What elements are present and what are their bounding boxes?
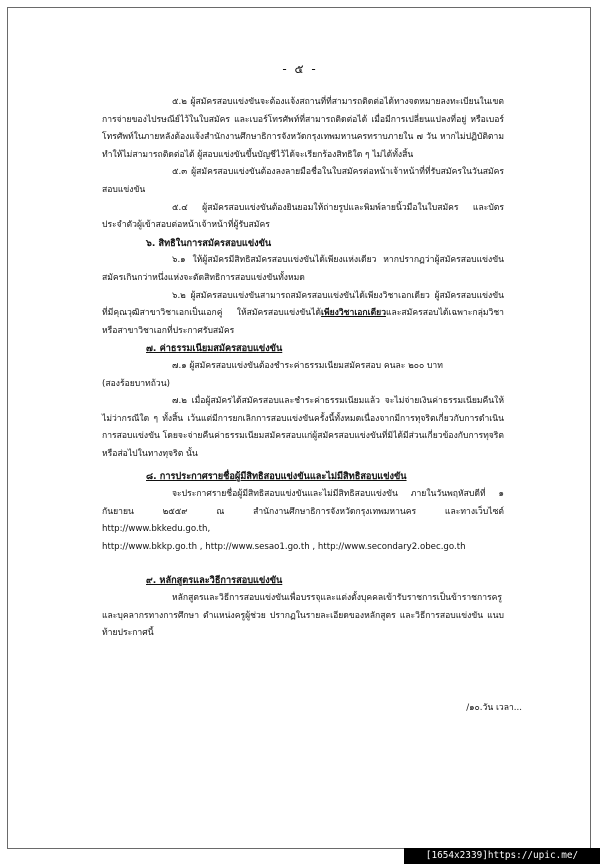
section-heading-8-text: ๘. การประกาศรายชื่อผู้มีสิทธิสอบแข่งขันและไม่มีสิทธิสอบแข่งขัน [146, 471, 407, 483]
emphasis-one-major: เพียงวิชาเอกเดียว [321, 308, 387, 319]
paragraph-7-1-amount-words: (สองร้อยบาทถ้วน) [102, 378, 170, 389]
paragraph-8: จะประกาศรายชื่อผู้มีสิทธิสอบแข่งขันและไม่มีสิทธิสอบแข่งขัน ภายในวันพฤหัสบดีที่ ๑ กันยายน ๒๕๕๙ ณ สำนักงานศึกษาธิการจังหวัดกรุงเทพมหานคร และทางเว็บไซต์ http://www.bkkedu.go.th, [102, 489, 504, 535]
section-heading-9 [102, 572, 504, 590]
section-heading-7-text: ๗. ค่าธรรมเนียมสมัครสอบแข่งขัน [146, 343, 283, 355]
paragraph-8-urls: http://www.bkkp.go.th , http://www.sesao1.go.th , http://www.secondary2.obec.go.th [102, 541, 466, 552]
section-heading-9-text: ๙. หลักสูตรและวิธีการสอบแข่งขัน [146, 575, 283, 587]
document-body [102, 94, 504, 643]
page-number: - ๕ - [282, 62, 318, 76]
paragraph-5-4: ๕.๔ ผู้สมัครสอบแข่งขันต้องยินยอมให้ถ่ายรูปและพิมพ์ลายนิ้วมือในใบสมัคร และบัตรประจำตัวผู้เข้าสอบต่อหน้าเจ้าหน้าที่ผู้รับสมัคร [102, 202, 504, 231]
paragraph-6-2-text-end: และสมัครสอบได้เฉพาะกลุ่มวิชาหรือสาขาวิชาเอกที่ประกาศรับสมัคร [102, 308, 504, 336]
next-page-continuation: /๑๐.วัน เวลา... [466, 703, 522, 713]
paragraph-6-2-text: ๖.๒ ผู้สมัครสอบแข่งขันสามารถสมัครสอบแข่งขันได้เพียงวิชาเอกเดียว ผู้สมัครสอบแข่งขันที่มีคุณวุฒิสาขาวิชาเอกเป็นเอกคู่ ให้สมัครสอบแข่งขันได้ [102, 290, 504, 319]
paragraph-6-2 [102, 288, 504, 341]
paragraph-6-1: ๖.๑ ให้ผู้สมัครมีสิทธิสมัครสอบแข่งขันได้เพียงแห่งเดียว หากปรากฏว่าผู้สมัครสอบแข่งขันสมัครเกินกว่าหนึ่งแห่งจะตัดสิทธิการสอบแข่งขันทั้งหมด [102, 255, 504, 283]
paragraph-5-3: ๕.๓ ผู้สมัครสอบแข่งขันต้องลงลายมือชื่อในใบสมัครต่อหน้าเจ้าหน้าที่ที่รับสมัครในวันสมัครสอบแข่งขัน [102, 167, 504, 195]
section-heading-6: ๖. สิทธิในการสมัครสอบแข่งขัน [146, 237, 272, 249]
paragraph-9: หลักสูตรและวิธีการสอบแข่งขันเพื่อบรรจุและแต่งตั้งบุคคลเข้ารับราชการเป็นข้าราชการครูและบุคลากรทางการศึกษา ตำแหน่งครูผู้ช่วย ปรากฏในรายละเอียดของหลักสูตร และวิธีการสอบแข่งขัน แนบท้ายประกาศนี้ [102, 593, 504, 639]
paragraph-7-1: ๗.๑ ผู้สมัครสอบแข่งขันต้องชำระค่าธรรมเนียมสมัครสอบ คนละ ๒๐๐ บาท [172, 360, 443, 371]
section-heading-8 [102, 468, 504, 486]
paragraph-5-2: ๕.๒ ผู้สมัครสอบแข่งขันจะต้องแจ้งสถานที่ที่สามารถติดต่อได้ทางจดหมายลงทะเบียนในเขตการจ่ายของไปรษณีย์ไว้ในใบสมัคร และเบอร์โทรศัพท์ที่สามารถติดต่อได้ เมื่อมีการเปลี่ยนแปลงที่อยู่ หรือเบอร์โทรศัพท์ในภายหลังต้องแจ้งสำนักงานศึกษาธิการจังหวัดกรุงเทพมหานครทราบภายใน ๗ วัน หากไม่ปฏิบัติตามทำให้ไม่สามารถติดต่อได้ ผู้สอบแข่งขันขึ้นบัญชีไว้ได้จะเรียกร้องสิทธิใด ๆ ไม่ได้ทั้งสิ้น [102, 97, 504, 160]
paragraph-7-2: ๗.๒ เมื่อผู้สมัครได้สมัครสอบและชำระค่าธรรมเนียมแล้ว จะไม่จ่ายเงินค่าธรรมเนียมคืนให้ไม่ว่ากรณีใด ๆ ทั้งสิ้น เว้นแต่มีการยกเลิกการสอบแข่งขันครั้งนี้ทั้งหมดเนื่องจากมีการทุจริตเกี่ยวกับการดำเนินการสอบแข่งขัน โดยจะจ่ายคืนค่าธรรมเนียมสมัครสอบแก่ผู้สมัครสอบแข่งขันที่มิได้มีส่วนเกี่ยวข้องกับการทุจริตหรือส่อไปในทางทุจริต นั้น [102, 396, 504, 459]
section-heading-7 [102, 340, 504, 358]
watermark-label: [1654x2339]https://upic.me/ [404, 848, 600, 864]
